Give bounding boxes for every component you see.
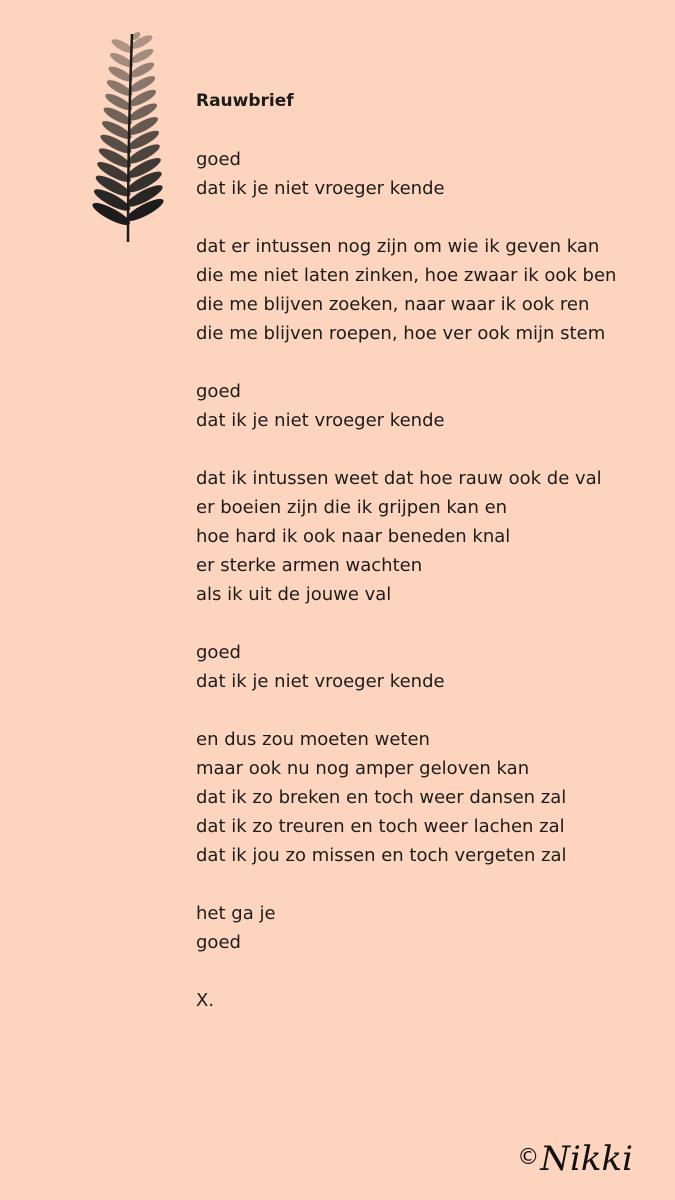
poem-line: die me blijven roepen, hoe ver ook mijn stem	[196, 323, 606, 344]
poem-line: die me niet laten zinken, hoe zwaar ik ook ben	[196, 265, 617, 286]
stanza	[196, 899, 656, 957]
poem-line: die me blijven zoeken, naar waar ik ook ren	[196, 294, 590, 315]
poem-line: dat ik je niet vroeger kende	[196, 410, 445, 431]
signature-name: Nikki	[540, 1139, 633, 1179]
poem-line: goed	[196, 381, 241, 402]
poem-line: dat ik je niet vroeger kende	[196, 671, 445, 692]
poem-line: het ga je	[196, 903, 276, 924]
poem-title: Rauwbrief	[196, 91, 294, 111]
stanza	[196, 232, 656, 348]
poem-line: goed	[196, 642, 241, 663]
poem-line: dat ik zo breken en toch weer dansen zal	[196, 787, 567, 808]
poem-line: er sterke armen wachten	[196, 555, 423, 576]
signature	[517, 1138, 633, 1179]
poem-line: X.	[196, 990, 215, 1011]
poem-line: goed	[196, 932, 241, 953]
stanza	[196, 464, 656, 609]
poem-line: dat ik zo treuren en toch weer lachen zal	[196, 816, 565, 837]
poem-line: dat ik je niet vroeger kende	[196, 178, 445, 199]
poem-line: hoe hard ik ook naar beneden knal	[196, 526, 511, 547]
stanza	[196, 145, 656, 203]
leaf-branch-icon	[92, 30, 164, 246]
poem-line: maar ook nu nog amper geloven kan	[196, 758, 530, 779]
poem-line: dat ik jou zo missen en toch vergeten zal	[196, 845, 567, 866]
poem-line: en dus zou moeten weten	[196, 729, 430, 750]
poem-line: als ik uit de jouwe val	[196, 584, 392, 605]
poem-line: goed	[196, 149, 241, 170]
poem-body	[196, 145, 656, 1015]
poem-line: dat er intussen nog zijn om wie ik geven kan	[196, 236, 600, 257]
stanza	[196, 725, 656, 870]
stanza	[196, 638, 656, 696]
poem-line: er boeien zijn die ik grijpen kan en	[196, 497, 508, 518]
copyright-symbol: ©	[517, 1145, 540, 1170]
stanza	[196, 377, 656, 435]
stanza	[196, 986, 656, 1015]
poem-line: dat ik intussen weet dat hoe rauw ook de val	[196, 468, 602, 489]
poem	[196, 87, 656, 1044]
